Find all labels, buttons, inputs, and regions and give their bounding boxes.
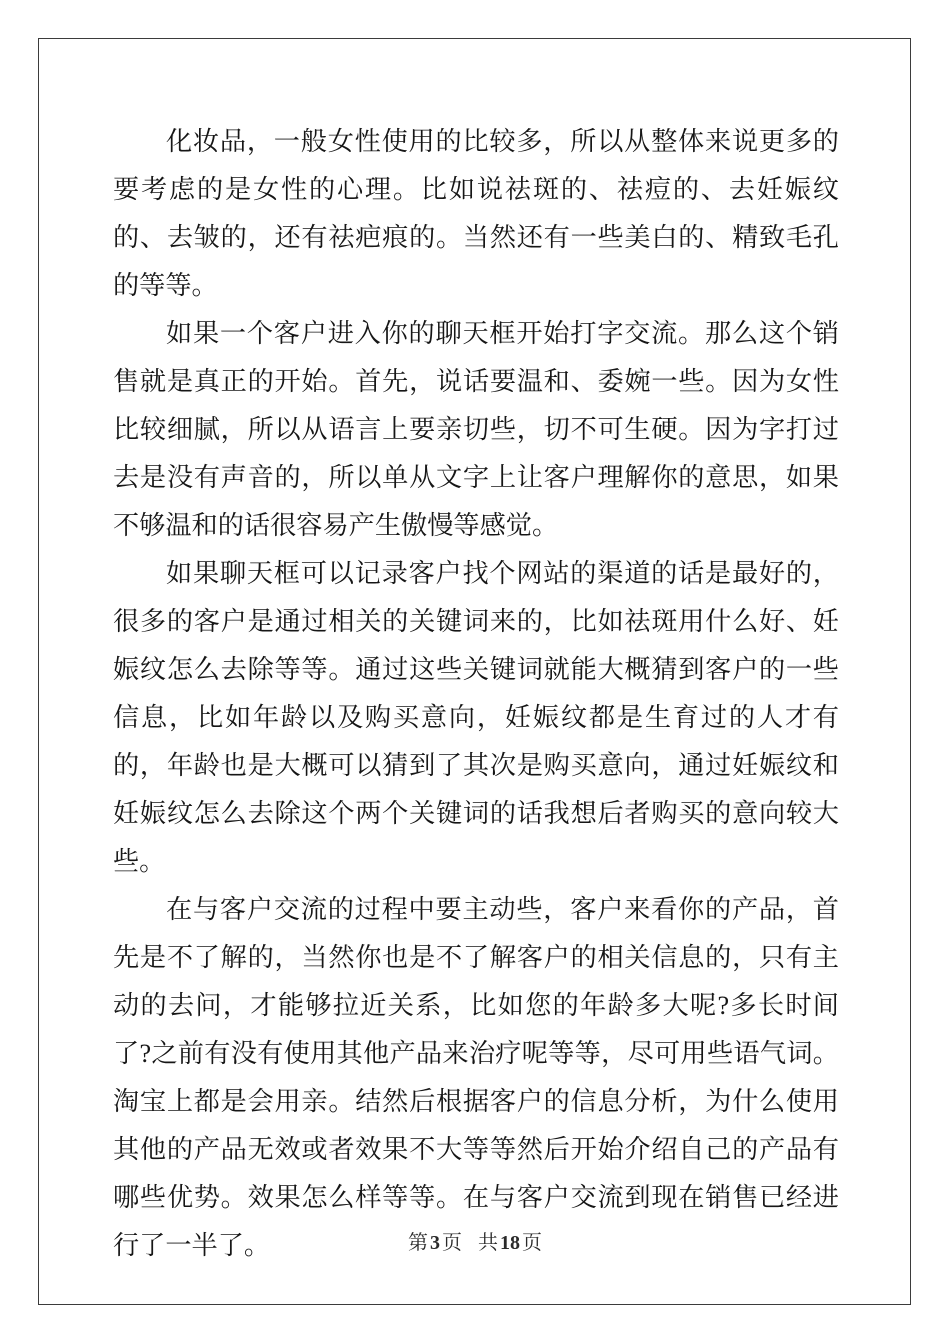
paragraph-1: 化妆品，一般女性使用的比较多，所以从整体来说更多的要考虑的是女性的心理。比如说祛斑的、祛痘的、去妊娠纹的、去皱的，还有祛疤痕的。当然还有一些美白的、精致毛孔的等等。 [113, 127, 839, 300]
page-footer [0, 1229, 950, 1257]
paragraph-2: 如果一个客户进入你的聊天框开始打字交流。那么这个销售就是真正的开始。首先，说话要温和、委婉一些。因为女性比较细腻，所以从语言上要亲切些，切不可生硬。因为字打过去是没有声音的，所以单从文字上让客户理解你的意思，如果不够温和的话很容易产生傲慢等感觉。 [113, 319, 839, 540]
footer-total-pages: 18 [500, 1232, 520, 1254]
paragraph-4: 在与客户交流的过程中要主动些，客户来看你的产品，首先是不了解的，当然你也是不了解客户的相关信息的，只有主动的去问，才能够拉近关系，比如您的年龄多大呢?多长时间了?之前有没有使用其他产品来治疗呢等等，尽可用些语气词。淘宝上都是会用亲。结然后根据客户的信息分析，为什么使用其他的产品无效或者效果不大等等然后开始介绍自己的产品有哪些优势。效果怎么样等等。在与客户交流到现在销售已经进行了一半了。 [113, 895, 839, 1260]
footer-page-unit: 页 [442, 1232, 462, 1254]
footer-page-number: 3 [430, 1232, 440, 1254]
footer-total-prefix: 共 [478, 1232, 498, 1254]
footer-page-prefix: 第 [408, 1232, 428, 1254]
footer-total-unit: 页 [522, 1232, 542, 1254]
paragraph-3: 如果聊天框可以记录客户找个网站的渠道的话是最好的，很多的客户是通过相关的关键词来的，比如祛斑用什么好、妊娠纹怎么去除等等。通过这些关键词就能大概猜到客户的一些信息，比如年龄以及购买意向，妊娠纹都是生育过的人才有的，年龄也是大概可以猜到了其次是购买意向，通过妊娠纹和妊娠纹怎么去除这个两个关键词的话我想后者购买的意向较大些。 [113, 559, 839, 876]
document-body [113, 118, 839, 1270]
